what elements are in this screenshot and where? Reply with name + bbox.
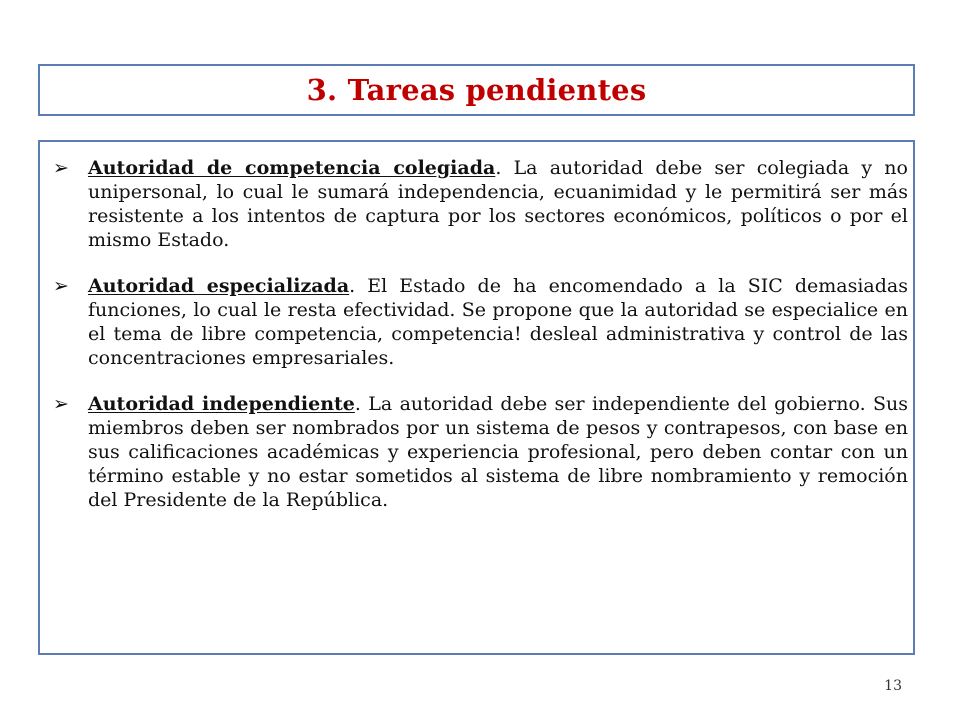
bullet-item — [50, 156, 908, 252]
bullet-list — [50, 156, 908, 534]
arrowhead-icon: ➢ — [53, 157, 69, 179]
bullet-term: Autoridad independiente — [88, 393, 355, 415]
title-box — [38, 64, 915, 116]
bullet-item — [50, 274, 908, 370]
bullet-text: . La autoridad debe ser independiente del gobierno. Sus miembros deben ser nombrados por un sistema de pesos y contrapesos, con base en sus calificaciones académicas y experiencia profesional, pero deben contar con un término estable y no estar sometidos al sistema de libre nombramiento y remoción del Presidente de la República. — [88, 393, 908, 511]
bullet-term: Autoridad especializada — [88, 275, 350, 297]
bullet-term: Autoridad de competencia colegiada — [88, 157, 496, 179]
bullet-text: . La autoridad debe ser colegiada y no unipersonal, lo cual le sumará independencia, ecuanimidad y le permitirá ser más resistente a los intentos de captura por los sectores económicos, políticos o por el mismo Estado. — [88, 157, 908, 251]
slide-title: 3. Tareas pendientes — [306, 73, 647, 107]
bullet-item — [50, 392, 908, 512]
page-number: 13 — [884, 678, 902, 694]
content-box — [38, 140, 915, 655]
bullet-text: . El Estado de ha encomendado a la SIC demasiadas funciones, lo cual le resta efectividad. Se propone que la autoridad se especialice en el tema de libre competencia, competencia! desleal administrativa y control de las concentraciones empresariales. — [88, 275, 908, 369]
arrowhead-icon: ➢ — [53, 275, 69, 297]
arrowhead-icon: ➢ — [53, 393, 69, 415]
